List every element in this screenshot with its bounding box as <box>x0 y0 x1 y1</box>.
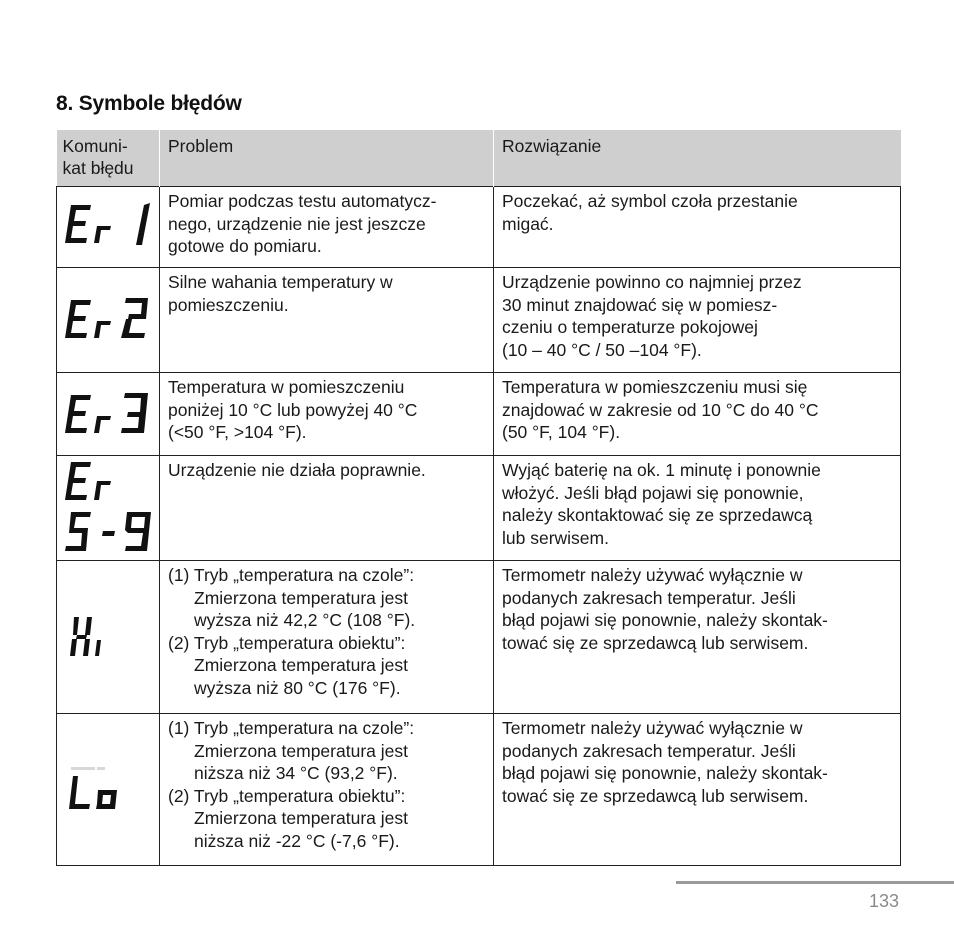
symbol-cell <box>57 268 160 373</box>
header-solution-label: Rozwiązanie <box>502 136 602 156</box>
problem-cell: Silne wahania temperatury w pomieszczeniu. <box>160 268 494 373</box>
solution-cell: Termometr należy używać wyłącznie w podanych zakresach temperatur. Jeśli błąd pojawi się ponownie, należy skontak- tować się ze sprzedawcą lub serwisem. <box>494 561 901 714</box>
lcd-er59-symbol <box>57 456 159 560</box>
list-item: (1) Tryb „temperatura na czole”: Zmierzona temperatura jest niższa niż 34 °C (93,2 °F). <box>168 718 415 783</box>
header-message-label: Komuni- kat błędu <box>62 136 134 178</box>
symbol-cell <box>57 373 160 456</box>
symbol-cell <box>57 561 160 714</box>
problem-cell <box>160 561 494 714</box>
footer-rule <box>676 881 954 884</box>
symbol-cell <box>57 187 160 268</box>
solution-cell: Poczekać, aż symbol czoła przestanie migać. <box>494 187 901 268</box>
table-row <box>57 714 901 866</box>
table-row <box>57 561 901 714</box>
list-item: (2) Tryb „temperatura obiektu”: Zmierzona temperatura jest wyższa niż 80 °C (176 °F). <box>168 632 408 698</box>
table-row <box>57 373 901 456</box>
page-number: 133 <box>868 891 899 911</box>
section-heading: 8. Symbole błędów <box>56 92 242 115</box>
list-item: (2) Tryb „temperatura obiektu”: Zmierzona temperatura jest niższa niż -22 °C (-7,6 °F). <box>168 785 408 851</box>
problem-cell: Urządzenie nie działa poprawnie. <box>160 456 494 561</box>
lcd-lo-symbol <box>57 714 159 865</box>
problem-cell <box>160 714 494 866</box>
lcd-hi-symbol <box>57 561 159 713</box>
symbol-cell <box>57 714 160 866</box>
solution-cell: Temperatura w pomieszczeniu musi się znajdować w zakresie od 10 °C do 40 °C (50 °F, 104 °F). <box>494 373 901 456</box>
solution-cell: Wyjąć baterię na ok. 1 minutę i ponownie włożyć. Jeśli błąd pojawi się ponownie, należy skontaktować się ze sprzedawcą lub serwisem. <box>494 456 901 561</box>
header-problem <box>160 130 494 187</box>
problem-cell: Temperatura w pomieszczeniu poniżej 10 °C lub powyżej 40 °C (<50 °F, >104 °F). <box>160 373 494 456</box>
symbol-cell <box>57 456 160 561</box>
table-row <box>57 456 901 561</box>
lcd-er3-symbol <box>57 373 159 455</box>
lcd-er1-symbol <box>57 187 159 267</box>
table-header-row <box>57 130 901 187</box>
solution-cell: Urządzenie powinno co najmniej przez 30 minut znajdować się w pomiesz- czeniu o temperaturze pokojowej (10 – 40 °C / 50 –104 °F). <box>494 268 901 373</box>
solution-cell: Termometr należy używać wyłącznie w podanych zakresach temperatur. Jeśli błąd pojawi się ponownie, należy skontak- tować się ze sprzedawcą lub serwisem. <box>494 714 901 866</box>
header-message <box>57 130 160 187</box>
problem-list <box>168 717 485 852</box>
error-symbols-table <box>56 130 901 866</box>
list-item: (1) Tryb „temperatura na czole”: Zmierzona temperatura jest wyższa niż 42,2 °C (108 °F). <box>168 565 416 630</box>
table-row <box>57 268 901 373</box>
header-solution <box>494 130 901 187</box>
lcd-er2-symbol <box>57 268 159 372</box>
table-row <box>57 187 901 268</box>
problem-cell: Pomiar podczas testu automatycz- nego, urządzenie nie jest jeszcze gotowe do pomiaru. <box>160 187 494 268</box>
header-problem-label: Problem <box>168 136 234 156</box>
problem-list <box>168 564 485 699</box>
